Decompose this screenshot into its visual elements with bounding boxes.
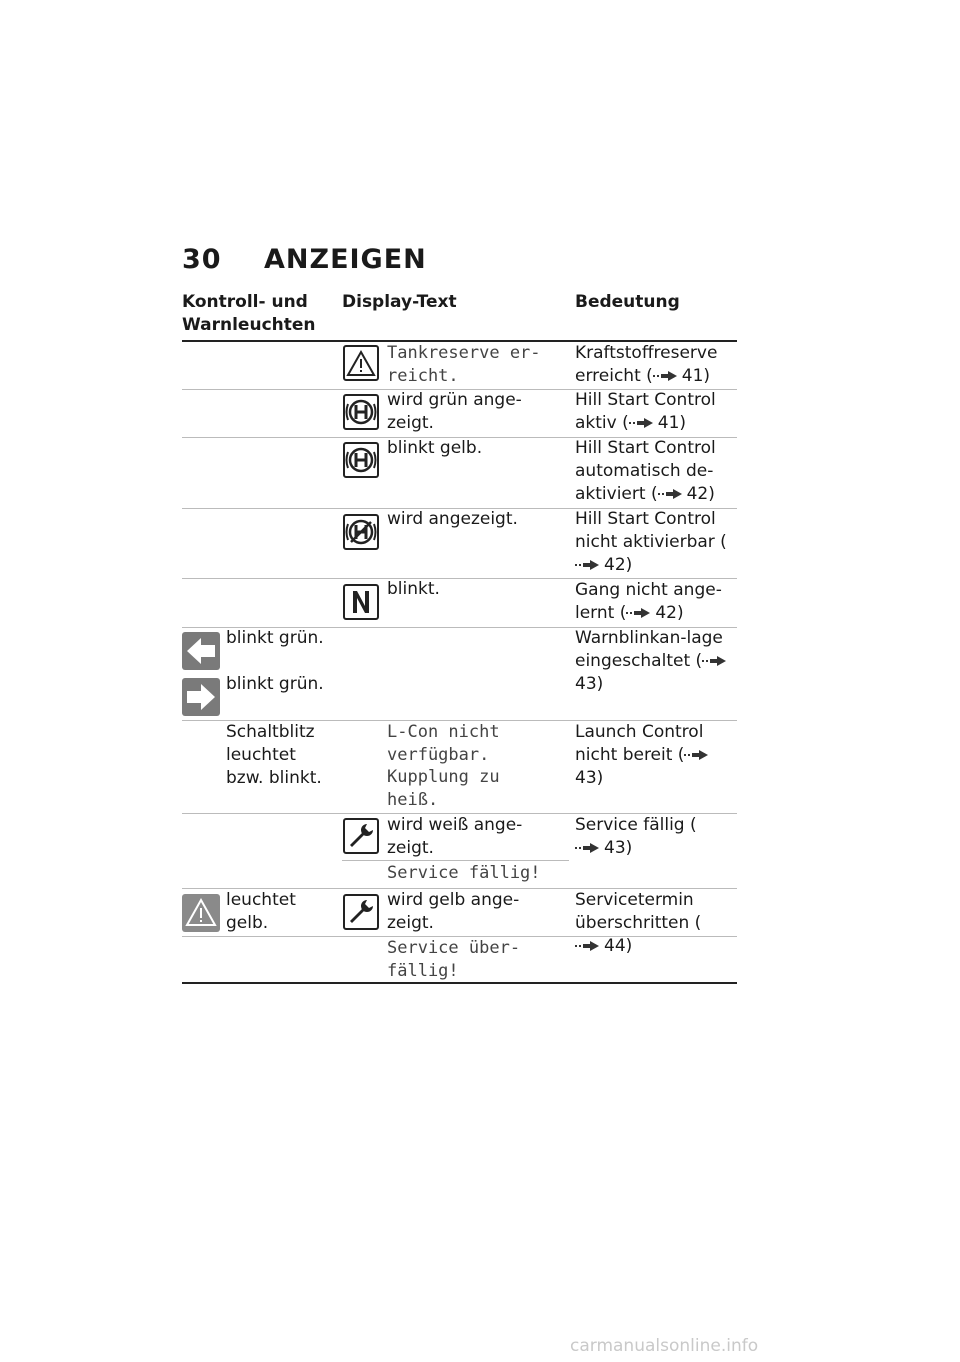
meaning-launch-control: Launch Control nicht bereit (43) bbox=[575, 721, 725, 790]
display-mono-service-due: Service fällig! bbox=[387, 863, 541, 883]
light-text-service-overdue: leuchtet gelb. bbox=[226, 890, 296, 933]
warning-triangle-icon bbox=[182, 894, 220, 932]
page-ref: 43) bbox=[575, 674, 604, 694]
page-ref: 42) bbox=[655, 603, 684, 623]
hill-start-h-icon bbox=[343, 394, 379, 430]
meaning-service-due: Service fällig (43) bbox=[575, 815, 697, 858]
reference-arrow-icon bbox=[626, 607, 652, 619]
reference-arrow-icon bbox=[575, 940, 601, 952]
turn-right-arrow-icon bbox=[182, 678, 220, 716]
row-subdivider bbox=[342, 860, 569, 861]
light-text-shift-flash: Schaltblitz leuchtet bzw. blinkt. bbox=[226, 722, 322, 788]
light-text-right-blink: blinkt grün. bbox=[226, 674, 324, 694]
display-text-neutral: blinkt. bbox=[387, 579, 440, 599]
reference-arrow-icon bbox=[629, 417, 655, 429]
meaning-hill-active: Hill Start Control aktiv ( 41) bbox=[575, 390, 716, 433]
column-header-display: Display-Text bbox=[342, 292, 457, 312]
page-ref: 41) bbox=[681, 366, 711, 386]
table-bottom-rule bbox=[182, 982, 737, 984]
meaning-fuel-reserve: Kraftstoffreserve erreicht ( 41) bbox=[575, 343, 718, 386]
meaning-service-overdue: Servicetermin überschritten (44) bbox=[575, 890, 702, 956]
light-text-left-blink: blinkt grün. bbox=[226, 628, 324, 648]
page-ref: 42) bbox=[604, 555, 633, 575]
display-mono-service-overdue: Service über-fällig! bbox=[387, 938, 521, 981]
page-title: ANZEIGEN bbox=[264, 244, 427, 275]
page-heading bbox=[182, 244, 427, 275]
meaning-hazard: Warnblinkan-lage eingeschaltet (43) bbox=[575, 627, 735, 696]
column-header-lights: Kontroll- und Warnleuchten bbox=[182, 292, 316, 335]
reference-arrow-icon bbox=[658, 488, 684, 500]
turn-left-arrow-icon bbox=[182, 632, 220, 670]
display-text-service-due: wird weiß ange-zeigt. bbox=[387, 815, 523, 858]
watermark: carmanualsonline.info bbox=[570, 1336, 759, 1356]
display-text-service-overdue: wird gelb ange-zeigt. bbox=[387, 890, 520, 933]
wrench-icon bbox=[343, 894, 379, 930]
page-ref: 43) bbox=[604, 838, 633, 858]
display-text-hill-unavailable: wird angezeigt. bbox=[387, 509, 518, 529]
neutral-n-icon bbox=[343, 584, 379, 620]
display-text-hill-auto-off: blinkt gelb. bbox=[387, 438, 483, 458]
wrench-icon bbox=[343, 818, 379, 854]
meaning-neutral: Gang nicht ange-lernt ( 42) bbox=[575, 580, 722, 623]
reference-arrow-icon bbox=[702, 655, 728, 667]
reference-arrow-icon bbox=[575, 842, 601, 854]
meaning-hill-unavailable: Hill Start Control nicht aktivierbar (42) bbox=[575, 509, 727, 575]
warning-triangle-icon bbox=[343, 345, 379, 381]
page-ref: 44) bbox=[604, 936, 633, 956]
meaning-hill-auto-off: Hill Start Control automatisch de-aktiviert ( 42) bbox=[575, 438, 716, 504]
hill-start-disabled-icon bbox=[343, 514, 379, 550]
reference-arrow-icon bbox=[575, 559, 601, 571]
display-text-fuel-reserve: Tankreserve er-reicht. bbox=[387, 343, 541, 386]
page-number: 30 bbox=[182, 244, 222, 275]
hill-start-h-icon bbox=[343, 442, 379, 478]
page-ref: 41) bbox=[657, 413, 687, 433]
page-ref: 43) bbox=[575, 768, 604, 788]
reference-arrow-icon bbox=[653, 370, 679, 382]
column-header-meaning: Bedeutung bbox=[575, 292, 680, 312]
display-text-lcon: L-Con nicht verfügbar. Kupplung zu heiß. bbox=[387, 722, 500, 810]
page-ref: 42) bbox=[686, 484, 715, 504]
reference-arrow-icon bbox=[684, 749, 710, 761]
display-text-hill-active: wird grün ange-zeigt. bbox=[387, 390, 522, 433]
